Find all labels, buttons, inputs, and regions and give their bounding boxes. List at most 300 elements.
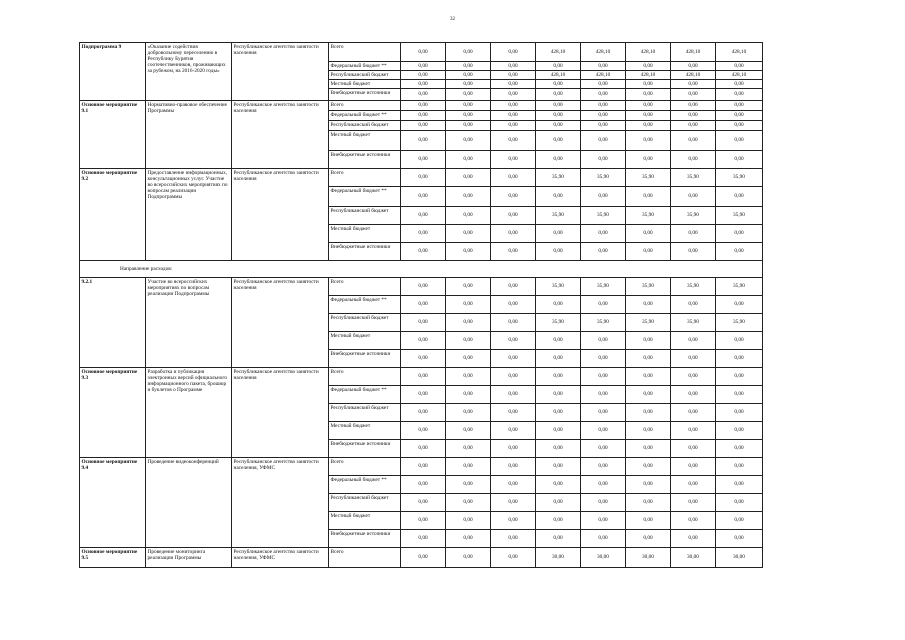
table-row bbox=[80, 368, 763, 386]
funding-value: 0,00 bbox=[626, 243, 671, 261]
funding-value: 0,00 bbox=[401, 187, 446, 207]
section-heading-row bbox=[80, 261, 763, 278]
funding-source: Внебюджетные источники bbox=[329, 89, 401, 101]
funding-value: 0,00 bbox=[581, 404, 626, 422]
funding-value: 0,00 bbox=[401, 530, 446, 548]
funding-value: 0,00 bbox=[626, 476, 671, 494]
funding-value: 0,00 bbox=[446, 151, 491, 169]
funding-value: 0,00 bbox=[491, 440, 536, 458]
funding-value: 35,90 bbox=[671, 314, 716, 332]
funding-value: 0,00 bbox=[536, 476, 581, 494]
funding-value: 0,00 bbox=[671, 458, 716, 476]
funding-value: 35,90 bbox=[536, 314, 581, 332]
funding-value: 0,00 bbox=[401, 548, 446, 568]
funding-value: 0,00 bbox=[491, 278, 536, 296]
measure-code: Основное мероприятие 9.4 bbox=[80, 458, 146, 548]
funding-source: Внебюджетные источники bbox=[329, 243, 401, 261]
funding-value: 0,00 bbox=[491, 494, 536, 512]
funding-value: 0,00 bbox=[716, 62, 763, 71]
funding-value: 0,00 bbox=[446, 121, 491, 131]
funding-value: 428,10 bbox=[581, 71, 626, 80]
funding-value: 30,00 bbox=[536, 548, 581, 568]
funding-value: 0,00 bbox=[581, 151, 626, 169]
funding-value: 0,00 bbox=[671, 530, 716, 548]
funding-value: 0,00 bbox=[491, 404, 536, 422]
funding-value: 0,00 bbox=[536, 111, 581, 121]
funding-value: 0,00 bbox=[671, 187, 716, 207]
funding-value: 0,00 bbox=[446, 494, 491, 512]
funding-value: 0,00 bbox=[671, 368, 716, 386]
funding-value: 0,00 bbox=[446, 404, 491, 422]
funding-value: 0,00 bbox=[401, 151, 446, 169]
funding-value: 35,90 bbox=[581, 278, 626, 296]
measure-code: Подпрограмма 9 bbox=[80, 43, 146, 101]
funding-value: 0,00 bbox=[536, 187, 581, 207]
funding-source: Внебюджетные источники bbox=[329, 151, 401, 169]
table-row bbox=[80, 101, 763, 111]
funding-value: 0,00 bbox=[401, 101, 446, 111]
funding-value: 428,10 bbox=[536, 43, 581, 62]
funding-value: 0,00 bbox=[491, 89, 536, 101]
funding-value: 0,00 bbox=[401, 89, 446, 101]
funding-value: 0,00 bbox=[626, 386, 671, 404]
measure-executor: Республиканское агентство занятости населения bbox=[232, 169, 329, 261]
funding-value: 0,00 bbox=[401, 404, 446, 422]
funding-source: Всего bbox=[329, 169, 401, 187]
funding-value: 0,00 bbox=[536, 512, 581, 530]
measure-code: Основное мероприятие 9.2 bbox=[80, 169, 146, 261]
funding-value: 0,00 bbox=[581, 187, 626, 207]
funding-value: 0,00 bbox=[491, 476, 536, 494]
measure-executor: Республиканское агентство занятости населения, УФМС bbox=[232, 548, 329, 568]
funding-source: Местный бюджет bbox=[329, 422, 401, 440]
funding-value: 0,00 bbox=[536, 458, 581, 476]
funding-source: Федеральный бюджет ** bbox=[329, 111, 401, 121]
funding-value: 0,00 bbox=[716, 512, 763, 530]
funding-value: 0,00 bbox=[491, 169, 536, 187]
measure-title: «Оказание содействия добровольному переселению в Республику Бурятия соотечественников, проживающих за рубежом, на 2016-2020 годы» bbox=[146, 43, 232, 101]
funding-source: Республиканский бюджет bbox=[329, 207, 401, 225]
funding-value: 0,00 bbox=[671, 440, 716, 458]
funding-value: 0,00 bbox=[446, 207, 491, 225]
funding-value: 0,00 bbox=[626, 440, 671, 458]
funding-value: 0,00 bbox=[401, 169, 446, 187]
funding-value: 0,00 bbox=[491, 225, 536, 243]
funding-value: 0,00 bbox=[581, 121, 626, 131]
funding-value: 0,00 bbox=[491, 131, 536, 151]
funding-value: 0,00 bbox=[671, 296, 716, 314]
funding-value: 0,00 bbox=[491, 111, 536, 121]
funding-value: 0,00 bbox=[536, 350, 581, 368]
funding-value: 0,00 bbox=[716, 350, 763, 368]
measure-code: 9.2.1 bbox=[80, 278, 146, 368]
table-row bbox=[80, 458, 763, 476]
funding-value: 35,90 bbox=[716, 314, 763, 332]
funding-value: 0,00 bbox=[491, 151, 536, 169]
funding-source: Местный бюджет bbox=[329, 332, 401, 350]
funding-value: 0,00 bbox=[671, 243, 716, 261]
funding-value: 0,00 bbox=[626, 296, 671, 314]
funding-value: 428,10 bbox=[671, 71, 716, 80]
funding-value: 0,00 bbox=[446, 187, 491, 207]
funding-source: Республиканский бюджет bbox=[329, 314, 401, 332]
funding-value: 0,00 bbox=[716, 440, 763, 458]
funding-value: 0,00 bbox=[716, 386, 763, 404]
funding-value: 0,00 bbox=[626, 62, 671, 71]
funding-value: 35,90 bbox=[626, 207, 671, 225]
funding-source: Внебюджетные источники bbox=[329, 440, 401, 458]
funding-value: 0,00 bbox=[446, 314, 491, 332]
funding-value: 0,00 bbox=[716, 494, 763, 512]
funding-value: 0,00 bbox=[626, 494, 671, 512]
funding-value: 35,90 bbox=[626, 278, 671, 296]
funding-value: 0,00 bbox=[626, 332, 671, 350]
funding-value: 0,00 bbox=[536, 151, 581, 169]
funding-value: 0,00 bbox=[581, 80, 626, 89]
measure-executor: Республиканское агентство занятости населения bbox=[232, 43, 329, 101]
funding-value: 0,00 bbox=[401, 332, 446, 350]
funding-value: 0,00 bbox=[401, 368, 446, 386]
funding-value: 0,00 bbox=[446, 548, 491, 568]
funding-value: 0,00 bbox=[671, 89, 716, 101]
funding-value: 0,00 bbox=[446, 422, 491, 440]
funding-source: Местный бюджет bbox=[329, 225, 401, 243]
funding-source: Всего bbox=[329, 101, 401, 111]
funding-value: 0,00 bbox=[401, 43, 446, 62]
funding-value: 0,00 bbox=[491, 187, 536, 207]
funding-value: 0,00 bbox=[401, 111, 446, 121]
funding-value: 35,90 bbox=[716, 278, 763, 296]
funding-value: 0,00 bbox=[491, 243, 536, 261]
funding-value: 0,00 bbox=[536, 101, 581, 111]
funding-value: 0,00 bbox=[401, 314, 446, 332]
funding-value: 0,00 bbox=[446, 440, 491, 458]
funding-value: 0,00 bbox=[446, 71, 491, 80]
measure-code: Основное мероприятие 9.3 bbox=[80, 368, 146, 458]
funding-value: 30,00 bbox=[626, 548, 671, 568]
funding-value: 0,00 bbox=[716, 332, 763, 350]
funding-source: Федеральный бюджет ** bbox=[329, 62, 401, 71]
funding-value: 0,00 bbox=[671, 225, 716, 243]
funding-value: 0,00 bbox=[536, 243, 581, 261]
funding-value: 0,00 bbox=[716, 530, 763, 548]
funding-source: Федеральный бюджет ** bbox=[329, 386, 401, 404]
funding-value: 0,00 bbox=[671, 80, 716, 89]
funding-value: 0,00 bbox=[581, 368, 626, 386]
funding-value: 0,00 bbox=[671, 131, 716, 151]
funding-source: Всего bbox=[329, 43, 401, 62]
funding-value: 0,00 bbox=[671, 494, 716, 512]
funding-value: 0,00 bbox=[716, 131, 763, 151]
funding-value: 0,00 bbox=[581, 476, 626, 494]
funding-value: 0,00 bbox=[581, 62, 626, 71]
funding-source: Всего bbox=[329, 278, 401, 296]
funding-value: 0,00 bbox=[626, 121, 671, 131]
funding-value: 0,00 bbox=[491, 422, 536, 440]
section-heading: Направление расходов: bbox=[80, 261, 763, 278]
measure-code: Основное мероприятие 9.5 bbox=[80, 548, 146, 568]
measure-executor: Республиканское агентство занятости населения, УФМС bbox=[232, 458, 329, 548]
funding-value: 0,00 bbox=[671, 62, 716, 71]
funding-value: 0,00 bbox=[446, 169, 491, 187]
funding-value: 35,90 bbox=[536, 169, 581, 187]
funding-value: 0,00 bbox=[446, 458, 491, 476]
funding-value: 0,00 bbox=[581, 494, 626, 512]
budget-table bbox=[79, 42, 763, 568]
funding-value: 0,00 bbox=[536, 404, 581, 422]
measure-executor: Республиканское агентство занятости населения bbox=[232, 368, 329, 458]
funding-value: 35,90 bbox=[671, 278, 716, 296]
funding-value: 0,00 bbox=[671, 151, 716, 169]
funding-value: 0,00 bbox=[626, 111, 671, 121]
funding-value: 428,10 bbox=[671, 43, 716, 62]
funding-value: 0,00 bbox=[401, 350, 446, 368]
funding-value: 0,00 bbox=[401, 458, 446, 476]
funding-source: Республиканский бюджет bbox=[329, 404, 401, 422]
funding-value: 0,00 bbox=[716, 89, 763, 101]
funding-value: 0,00 bbox=[716, 368, 763, 386]
funding-value: 35,90 bbox=[716, 169, 763, 187]
funding-value: 35,90 bbox=[716, 207, 763, 225]
funding-value: 0,00 bbox=[716, 187, 763, 207]
funding-value: 0,00 bbox=[401, 80, 446, 89]
funding-value: 0,00 bbox=[581, 296, 626, 314]
funding-value: 0,00 bbox=[536, 62, 581, 71]
measure-executor: Республиканское агентство занятости населения bbox=[232, 101, 329, 169]
funding-value: 0,00 bbox=[716, 111, 763, 121]
funding-value: 35,90 bbox=[581, 169, 626, 187]
funding-value: 428,10 bbox=[716, 43, 763, 62]
funding-value: 0,00 bbox=[626, 101, 671, 111]
funding-value: 0,00 bbox=[536, 530, 581, 548]
funding-value: 0,00 bbox=[581, 422, 626, 440]
funding-value: 0,00 bbox=[536, 296, 581, 314]
funding-value: 0,00 bbox=[581, 440, 626, 458]
funding-value: 0,00 bbox=[626, 422, 671, 440]
funding-value: 0,00 bbox=[626, 89, 671, 101]
table-row bbox=[80, 548, 763, 568]
funding-value: 0,00 bbox=[491, 512, 536, 530]
funding-value: 0,00 bbox=[446, 80, 491, 89]
table-row bbox=[80, 43, 763, 62]
funding-value: 0,00 bbox=[491, 350, 536, 368]
funding-value: 0,00 bbox=[716, 101, 763, 111]
funding-value: 0,00 bbox=[491, 80, 536, 89]
budget-table-body bbox=[80, 43, 763, 568]
funding-value: 0,00 bbox=[671, 386, 716, 404]
funding-value: 0,00 bbox=[626, 151, 671, 169]
funding-value: 0,00 bbox=[491, 314, 536, 332]
funding-value: 0,00 bbox=[671, 350, 716, 368]
funding-value: 0,00 bbox=[716, 476, 763, 494]
funding-value: 0,00 bbox=[446, 530, 491, 548]
funding-source: Внебюджетные источники bbox=[329, 530, 401, 548]
funding-value: 30,00 bbox=[671, 548, 716, 568]
funding-value: 0,00 bbox=[401, 386, 446, 404]
funding-value: 0,00 bbox=[401, 121, 446, 131]
funding-value: 0,00 bbox=[446, 101, 491, 111]
funding-value: 0,00 bbox=[446, 476, 491, 494]
funding-value: 0,00 bbox=[491, 548, 536, 568]
funding-value: 0,00 bbox=[491, 296, 536, 314]
funding-source: Всего bbox=[329, 458, 401, 476]
measure-title: Нормативно-правовое обеспечение Программы bbox=[146, 101, 232, 169]
funding-value: 0,00 bbox=[626, 80, 671, 89]
funding-value: 0,00 bbox=[491, 62, 536, 71]
funding-value: 0,00 bbox=[491, 530, 536, 548]
funding-value: 0,00 bbox=[401, 225, 446, 243]
funding-value: 0,00 bbox=[671, 404, 716, 422]
funding-value: 0,00 bbox=[446, 111, 491, 121]
funding-value: 0,00 bbox=[581, 386, 626, 404]
funding-value: 0,00 bbox=[401, 494, 446, 512]
funding-value: 428,10 bbox=[536, 71, 581, 80]
funding-value: 35,90 bbox=[536, 278, 581, 296]
funding-value: 0,00 bbox=[536, 80, 581, 89]
funding-value: 0,00 bbox=[671, 476, 716, 494]
funding-source: Федеральный бюджет ** bbox=[329, 476, 401, 494]
measure-title: Предоставление информационных, консультационных услуг. Участие во всероссийских мероприятиях по вопросам реализации Подпрограммы bbox=[146, 169, 232, 261]
funding-value: 0,00 bbox=[671, 101, 716, 111]
funding-value: 0,00 bbox=[671, 512, 716, 530]
funding-value: 0,00 bbox=[491, 207, 536, 225]
funding-value: 0,00 bbox=[671, 121, 716, 131]
measure-title: Участие во всероссийских мероприятиях по вопросам реализации Подпрограммы bbox=[146, 278, 232, 368]
measure-title: Проведение видеоконференций bbox=[146, 458, 232, 548]
funding-value: 0,00 bbox=[581, 332, 626, 350]
funding-value: 428,10 bbox=[716, 71, 763, 80]
funding-value: 0,00 bbox=[491, 71, 536, 80]
funding-value: 35,90 bbox=[626, 314, 671, 332]
funding-value: 0,00 bbox=[626, 350, 671, 368]
funding-value: 0,00 bbox=[716, 225, 763, 243]
funding-value: 0,00 bbox=[446, 225, 491, 243]
funding-value: 35,90 bbox=[536, 207, 581, 225]
funding-value: 0,00 bbox=[446, 296, 491, 314]
funding-value: 0,00 bbox=[446, 62, 491, 71]
funding-value: 0,00 bbox=[491, 43, 536, 62]
funding-value: 0,00 bbox=[581, 225, 626, 243]
funding-source: Республиканский бюджет bbox=[329, 71, 401, 80]
funding-value: 0,00 bbox=[626, 368, 671, 386]
funding-value: 0,00 bbox=[536, 121, 581, 131]
funding-value: 30,00 bbox=[716, 548, 763, 568]
funding-value: 0,00 bbox=[401, 440, 446, 458]
funding-value: 0,00 bbox=[536, 368, 581, 386]
funding-value: 0,00 bbox=[491, 101, 536, 111]
funding-value: 35,90 bbox=[626, 169, 671, 187]
funding-value: 428,10 bbox=[581, 43, 626, 62]
table-row bbox=[80, 169, 763, 187]
funding-value: 0,00 bbox=[626, 187, 671, 207]
funding-value: 0,00 bbox=[446, 512, 491, 530]
measure-title: Разработка и публикация электронных версий официального информационного пакета, брошюр и буклетов о Программе bbox=[146, 368, 232, 458]
measure-executor: Республиканское агентство занятости населения bbox=[232, 278, 329, 368]
funding-value: 0,00 bbox=[401, 296, 446, 314]
table-row bbox=[80, 278, 763, 296]
funding-value: 0,00 bbox=[401, 422, 446, 440]
funding-value: 0,00 bbox=[491, 368, 536, 386]
funding-value: 0,00 bbox=[401, 131, 446, 151]
funding-value: 0,00 bbox=[716, 422, 763, 440]
funding-value: 35,90 bbox=[581, 314, 626, 332]
funding-value: 0,00 bbox=[491, 458, 536, 476]
funding-value: 0,00 bbox=[536, 440, 581, 458]
funding-value: 0,00 bbox=[536, 225, 581, 243]
funding-value: 0,00 bbox=[536, 494, 581, 512]
funding-value: 0,00 bbox=[536, 131, 581, 151]
funding-value: 0,00 bbox=[581, 89, 626, 101]
funding-value: 0,00 bbox=[716, 151, 763, 169]
funding-source: Федеральный бюджет ** bbox=[329, 296, 401, 314]
funding-source: Всего bbox=[329, 368, 401, 386]
funding-value: 0,00 bbox=[581, 458, 626, 476]
funding-value: 0,00 bbox=[716, 296, 763, 314]
funding-value: 428,10 bbox=[626, 71, 671, 80]
funding-source: Республиканский бюджет bbox=[329, 494, 401, 512]
measure-code: Основное мероприятие 9.1 bbox=[80, 101, 146, 169]
measure-title: Проведение мониторинга реализации Программы bbox=[146, 548, 232, 568]
funding-value: 0,00 bbox=[671, 332, 716, 350]
funding-source: Республиканский бюджет bbox=[329, 121, 401, 131]
funding-source: Всего bbox=[329, 548, 401, 568]
funding-value: 0,00 bbox=[581, 131, 626, 151]
funding-source: Местный бюджет bbox=[329, 80, 401, 89]
funding-value: 0,00 bbox=[626, 458, 671, 476]
funding-value: 0,00 bbox=[581, 512, 626, 530]
funding-value: 0,00 bbox=[401, 71, 446, 80]
funding-value: 0,00 bbox=[626, 404, 671, 422]
funding-source: Местный бюджет bbox=[329, 131, 401, 151]
funding-value: 0,00 bbox=[536, 332, 581, 350]
funding-value: 0,00 bbox=[401, 476, 446, 494]
funding-value: 0,00 bbox=[446, 243, 491, 261]
funding-value: 0,00 bbox=[491, 386, 536, 404]
funding-value: 0,00 bbox=[716, 404, 763, 422]
funding-value: 0,00 bbox=[626, 225, 671, 243]
funding-value: 0,00 bbox=[491, 332, 536, 350]
funding-source: Федеральный бюджет ** bbox=[329, 187, 401, 207]
funding-value: 0,00 bbox=[401, 278, 446, 296]
funding-value: 0,00 bbox=[401, 243, 446, 261]
funding-source: Внебюджетные источники bbox=[329, 350, 401, 368]
funding-value: 0,00 bbox=[446, 332, 491, 350]
funding-value: 0,00 bbox=[401, 512, 446, 530]
funding-value: 0,00 bbox=[446, 368, 491, 386]
funding-value: 0,00 bbox=[446, 278, 491, 296]
funding-value: 0,00 bbox=[581, 530, 626, 548]
funding-value: 0,00 bbox=[401, 62, 446, 71]
funding-value: 0,00 bbox=[716, 80, 763, 89]
funding-value: 0,00 bbox=[536, 422, 581, 440]
funding-value: 0,00 bbox=[671, 111, 716, 121]
funding-value: 35,90 bbox=[581, 207, 626, 225]
funding-value: 0,00 bbox=[626, 131, 671, 151]
funding-value: 0,00 bbox=[716, 243, 763, 261]
funding-value: 0,00 bbox=[536, 89, 581, 101]
funding-source: Местный бюджет bbox=[329, 512, 401, 530]
funding-value: 0,00 bbox=[581, 243, 626, 261]
page-number: 32 bbox=[450, 17, 455, 22]
funding-value: 428,10 bbox=[626, 43, 671, 62]
funding-value: 0,00 bbox=[626, 512, 671, 530]
funding-value: 0,00 bbox=[446, 131, 491, 151]
funding-value: 0,00 bbox=[446, 43, 491, 62]
funding-value: 0,00 bbox=[446, 89, 491, 101]
funding-value: 35,90 bbox=[671, 169, 716, 187]
funding-value: 0,00 bbox=[716, 458, 763, 476]
funding-value: 30,00 bbox=[581, 548, 626, 568]
